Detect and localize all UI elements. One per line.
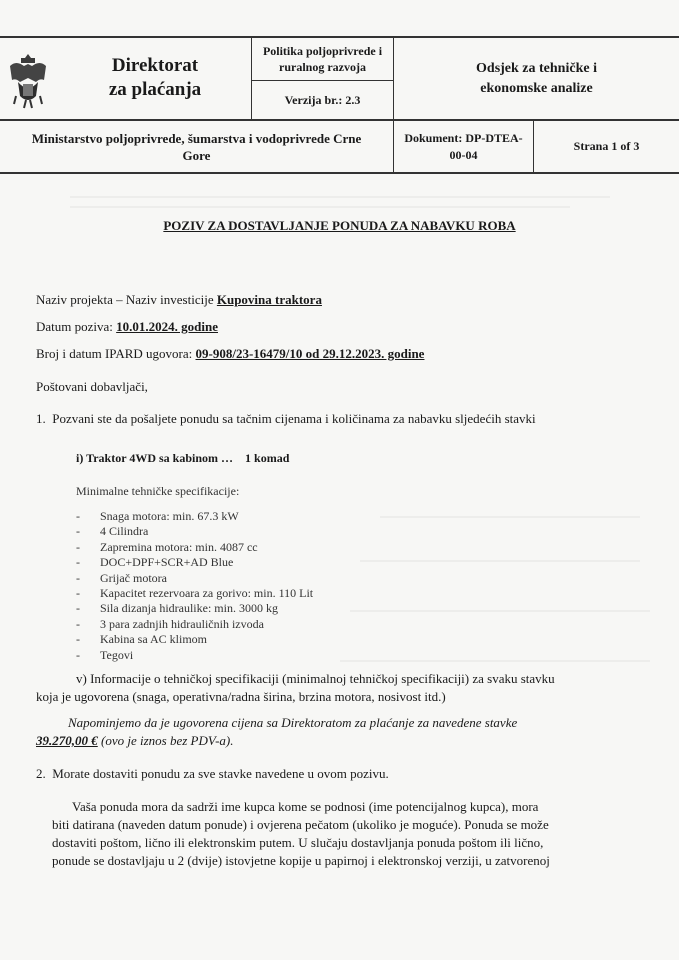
document-line1: Dokument: DP-DTEA- — [404, 130, 523, 145]
list-item: - Kabina sa AC klimom — [76, 632, 207, 647]
list-item: - Zapremina motora: min. 4087 cc — [76, 539, 258, 554]
list-item: - Grijač motora — [76, 570, 167, 585]
coat-of-arms-icon — [6, 50, 50, 110]
info-v-line2: koja je ugovorena (snaga, operativna/radna širina, brzina motora, nosivost itd.) — [36, 689, 446, 704]
point-1 — [36, 410, 536, 428]
version — [252, 81, 393, 119]
spec-text: DOC+DPF+SCR+AD Blue — [100, 555, 234, 570]
date-label: Datum poziva: — [36, 319, 117, 334]
item-line — [76, 449, 289, 467]
document-code — [394, 121, 533, 172]
department-name — [394, 40, 679, 118]
org-name — [60, 42, 250, 114]
policy-line1: Politika poljoprivrede i — [262, 43, 383, 58]
org-name-line1: Direktorat — [111, 55, 199, 76]
spec-text: Sila dizanja hidraulike: min. 3000 kg — [100, 601, 278, 616]
item-label: i) Traktor 4WD sa kabinom … — [76, 451, 234, 465]
price-note-line1: Napominjemo da je ugovorena cijena sa Direktoratom za plaćanje za navedene stavke — [68, 715, 518, 730]
document-header — [0, 36, 679, 174]
project-label: Naziv projekta – Naziv investicije — [36, 292, 217, 307]
spec-list — [76, 509, 314, 663]
page-number — [534, 121, 679, 172]
paragraph-line: dostaviti poštom, lično ili elektronskim putem. U slučaju dostavljanja ponuda poštom ili lično, — [52, 835, 544, 850]
paragraph-line: Vaša ponuda mora da sadrži ime kupca kome se podnosi (ime potencijalnog kupca), mora — [72, 799, 539, 814]
greeting: Poštovani dobavljači, — [36, 379, 148, 394]
contract-label: Broj i datum IPARD ugovora: — [36, 346, 196, 361]
spec-heading: Minimalne tehničke specifikacije: — [76, 484, 240, 498]
paragraph-line: ponude se dostavljaju u 2 (dvije) istovjetne kopije u papirnoj i elektronskoj verziji, u zatvorenoj — [52, 853, 550, 868]
version-text: Verzija br.: 2.3 — [284, 92, 361, 107]
document-line2: 00-04 — [449, 147, 478, 162]
offer-paragraph — [52, 798, 662, 870]
page-number-text: Strana 1 of 3 — [573, 139, 640, 153]
spec-text: Kabina sa AC klimom — [100, 632, 207, 647]
item-quantity: 1 komad — [245, 451, 290, 465]
list-item: - Snaga motora: min. 67.3 kW — [76, 509, 239, 523]
department-line1: Odsjek za tehničke i — [476, 61, 597, 76]
price-note — [36, 714, 656, 750]
project-value: Kupovina traktora — [216, 292, 322, 307]
ministry-name — [0, 121, 393, 172]
point-1-text: Pozvani ste da pošaljete ponudu sa tačnim cijenama i količinama za nabavku sljedećih stavki — [52, 411, 536, 426]
point-2 — [36, 765, 389, 783]
list-item: - 3 para zadnjih hidrauličnih izvoda — [76, 616, 264, 631]
date-value: 10.01.2024. godine — [116, 319, 218, 334]
spec-text: Kapacitet rezervoara za gorivo: min. 110 Lit — [100, 586, 314, 601]
point-1-number: 1. — [36, 411, 46, 426]
spec-text: 3 para zadnjih hidrauličnih izvoda — [100, 616, 264, 631]
list-item: - Tegovi — [76, 647, 134, 662]
date-line — [36, 318, 218, 336]
spec-text: Tegovi — [100, 647, 134, 662]
list-item: - Kapacitet rezervoara za gorivo: min. 110 Lit — [76, 586, 314, 601]
spec-text: Snaga motora: min. 67.3 kW — [100, 509, 239, 523]
paragraph-line: biti datirana (naveden datum ponude) i ovjerena pečatom (ukoliko je moguće). Ponuda se može — [52, 817, 549, 832]
spec-text: Grijač motora — [100, 570, 167, 585]
policy-line2: ruralnog razvoja — [279, 59, 366, 74]
ministry-line1: Ministarstvo poljoprivrede, šumarstva i vodoprivrede Crne — [31, 130, 362, 146]
page-title: POZIV ZA DOSTAVLJANJE PONUDA ZA NABAVKU ROBA — [163, 218, 516, 233]
policy-name — [252, 37, 393, 80]
contract-line — [36, 345, 424, 363]
org-name-line2: za plaćanja — [108, 79, 202, 100]
spec-text: Zapremina motora: min. 4087 cc — [100, 539, 258, 554]
department-line2: ekonomske analize — [480, 81, 593, 96]
list-item: - 4 Cilindra — [76, 524, 149, 539]
price-note-rest: (ovo je iznos bez PDV-a). — [97, 733, 234, 748]
spec-text: 4 Cilindra — [100, 524, 149, 539]
list-item: - Sila dizanja hidraulike: min. 3000 kg — [76, 601, 278, 616]
list-item: - DOC+DPF+SCR+AD Blue — [76, 555, 234, 570]
ministry-line2: Gore — [182, 147, 211, 163]
info-v — [36, 670, 656, 706]
project-line — [36, 291, 322, 309]
info-v-line1: v) Informacije o tehničkoj specifikaciji (minimalnoj tehničkoj specifikaciji) za svaku stavku — [76, 671, 555, 686]
point-2-text: Morate dostaviti ponudu za sve stavke navedene u ovom pozivu. — [52, 766, 389, 781]
price-amount: 39.270,00 € — [36, 733, 98, 748]
point-2-number: 2. — [36, 766, 46, 781]
contract-value: 09-908/23-16479/10 od 29.12.2023. godine — [195, 346, 425, 361]
